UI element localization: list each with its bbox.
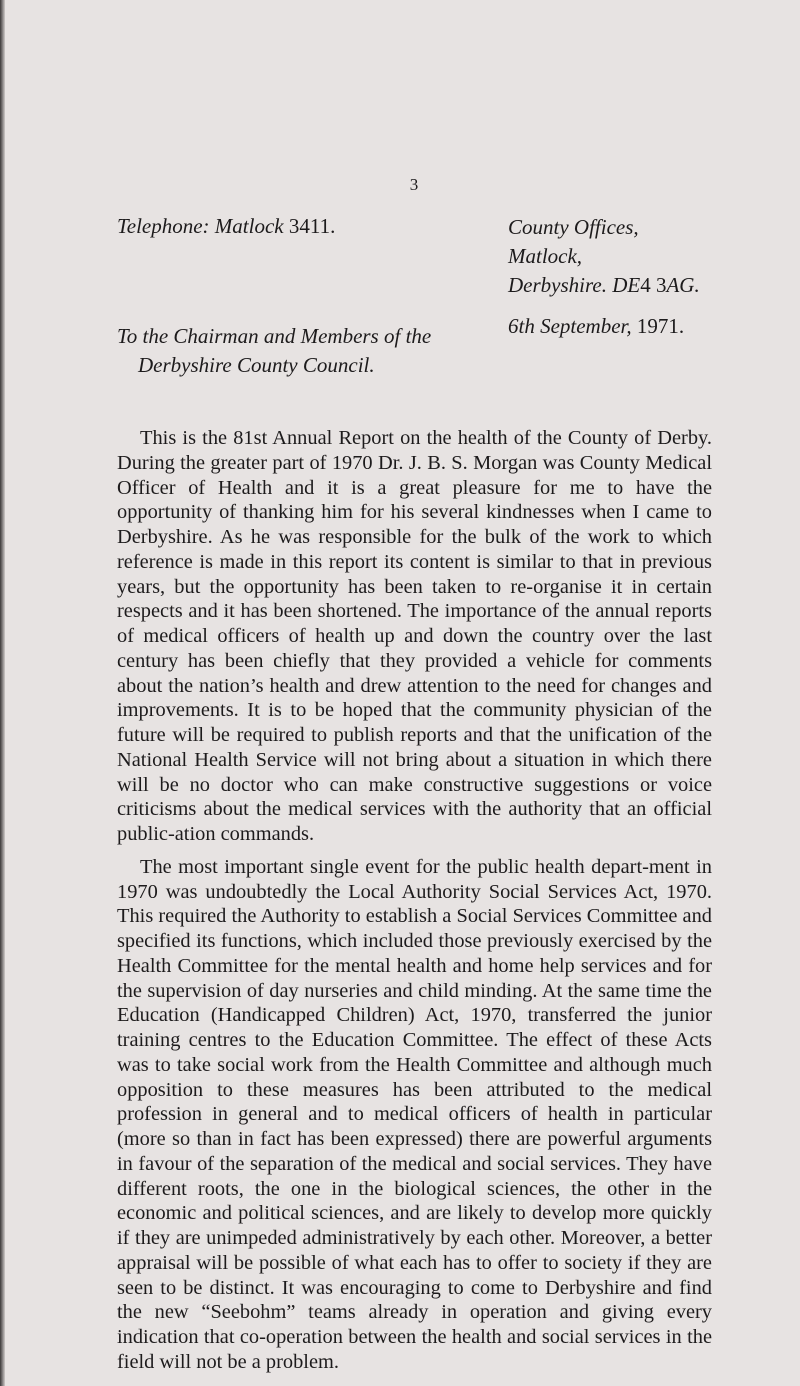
postcode-letters: DE [612,273,641,297]
address-line-2: Matlock, [508,244,583,268]
address-county: Derbyshire. [508,273,607,297]
postcode-final-letters: AG. [666,273,700,297]
letter-date [508,312,700,341]
salutation-line-2: Derbyshire County Council. [138,353,375,377]
paragraph-2: The most important single event for the public health depart-ment in 1970 was undoubtedly the Local Authority Social Services Act, 1970. This required the Authority to establish a Social Services Committee and specified its functions, which included those previously exercised by the Health Committee for the mental health and home help services and for the supervision of day nurseries and child minding. At the same time the Education (Handicapped Children) Act, 1970, transferred the junior training centres to the Education Committee. The effect of these Acts was to take social work from the Health Committee and although much opposition to these measures has been attributed to the medical profession in general and to medical officers of health in particular (more so than in fact has been expressed) there are powerful arguments in favour of the separation of the medical and social services. They have different roots, the one in the biological sciences, the other in the economic and political sciences, and are likely to develop more quickly if they are unimpeded administratively by each other. Moreover, a better appraisal will be possible of what each has to offer to society if they are seen to be distinct. It was encouraging to come to Derbyshire and find the new “Seebohm” teams already in operation and giving every indication that co-operation between the health and social services in the field will not be a problem. [117,855,712,1373]
telephone-number: 3411. [288,214,336,238]
salutation [117,322,431,380]
address-line-1: County Offices, [508,215,639,239]
paragraph-1: This is the 81st Annual Report on the health of the County of Derby. During the greater part of 1970 Dr. J. B. S. Morgan was County Medical Officer of Health and it is a great pleasure for me to have the opportunity of thanking him for his several kindnesses when I came to Derbyshire. As he was responsible for the bulk of the work to which reference is made in this report its content is similar to that in previous years, but the opportunity has been taken to re-organise it in certain respects and it has been shortened. The importance of the annual reports of medical officers of health up and down the country over the last century has been chiefly that they provided a vehicle for comments about the nation’s health and drew attention to the need for changes and improvements. It is to be hoped that the community physician of the future will be required to publish reports and that the unification of the National Health Service will not bring about a situation in which there will be no doctor who can make constructive suggestions or voice criticisms about the medical services with the authority that an official public-ation commands. [117,427,712,845]
date-year: 1971. [636,314,685,338]
salutation-line-1: To the Chairman and Members of the [117,324,432,348]
date-day: 6th September, [508,314,632,338]
postcode-final-digit: 3 [655,273,667,297]
telephone-line [117,213,335,239]
letter-body [117,426,712,1375]
postcode-digit: 4 [640,273,651,297]
telephone-label: Telephone: Matlock [117,214,284,238]
page-edge-shadow [0,0,5,1386]
page-number: 3 [409,175,419,194]
address-line-3 [508,271,700,300]
sender-address [508,213,700,341]
